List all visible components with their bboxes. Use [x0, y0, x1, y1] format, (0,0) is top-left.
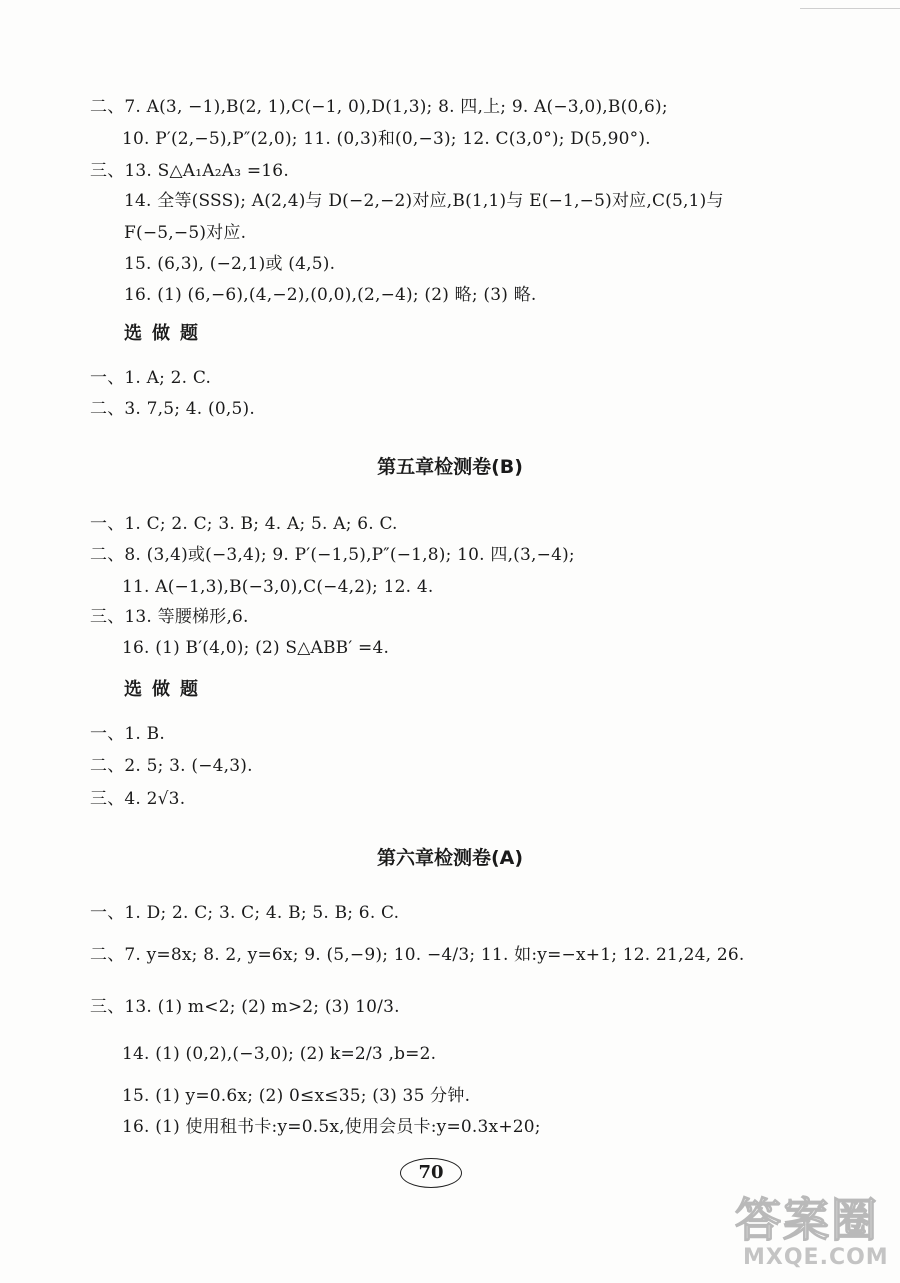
page-number: 70 [400, 1158, 462, 1188]
answer-line: 16. (1) B′(4,0); (2) S△ABB′ =4. [122, 638, 390, 658]
answer-line: 一、1. D; 2. C; 3. C; 4. B; 5. B; 6. C. [90, 903, 400, 923]
watermark-url: MXQE.COM [743, 1245, 889, 1270]
watermark-logo [735, 1195, 895, 1275]
answer-line: 三、13. 等腰梯形,6. [90, 607, 249, 627]
answer-line: 一、1. B. [90, 724, 165, 744]
answer-line: 10. P′(2,−5),P″(2,0); 11. (0,3)和(0,−3); 12. C(3,0°); D(5,90°). [122, 129, 651, 149]
answer-line: 三、4. 2√3. [90, 789, 186, 809]
answer-line: 二、7. y=8x; 8. 2, y=6x; 9. (5,−9); 10. −4/3; 11. 如:y=−x+1; 12. 21,24, 26. [90, 945, 745, 965]
chapter-heading: 第六章检测卷(A) [376, 847, 524, 869]
answer-line: 15. (1) y=0.6x; (2) 0≤x≤35; (3) 35 分钟. [122, 1086, 471, 1106]
answer-line: 二、8. (3,4)或(−3,4); 9. P′(−1,5),P″(−1,8); 10. 四,(3,−4); [90, 545, 575, 565]
answer-line: 二、7. A(3, −1),B(2, 1),C(−1, 0),D(1,3); 8. 四,上; 9. A(−3,0),B(0,6); [90, 97, 668, 117]
chapter-heading: 第五章检测卷(B) [377, 456, 523, 478]
answer-line: F(−5,−5)对应. [124, 223, 247, 243]
answer-line: 二、2. 5; 3. (−4,3). [90, 756, 253, 776]
watermark-main: 答案圈 [735, 1193, 879, 1247]
answer-line: 三、13. (1) m<2; (2) m>2; (3) 10/3. [90, 997, 400, 1017]
answer-line: 11. A(−1,3),B(−3,0),C(−4,2); 12. 4. [122, 577, 434, 597]
answer-line: 一、1. A; 2. C. [90, 368, 212, 388]
answer-line: 15. (6,3), (−2,1)或 (4,5). [124, 254, 336, 274]
top-edge-rule [800, 8, 900, 9]
answer-line: 14. 全等(SSS); A(2,4)与 D(−2,−2)对应,B(1,1)与 E(−1,−5)对应,C(5,1)与 [124, 191, 724, 211]
answer-line: 16. (1) 使用租书卡:y=0.5x,使用会员卡:y=0.3x+20; [122, 1117, 541, 1137]
answer-line: 16. (1) (6,−6),(4,−2),(0,0),(2,−4); (2) 略; (3) 略. [124, 285, 537, 305]
section-heading-optional: 选做题 [124, 679, 208, 700]
answer-line: 14. (1) (0,2),(−3,0); (2) k=2/3 ,b=2. [122, 1044, 437, 1064]
answer-line: 三、13. S△A₁A₂A₃ =16. [90, 161, 289, 181]
answer-line: 一、1. C; 2. C; 3. B; 4. A; 5. A; 6. C. [90, 514, 398, 534]
answer-line: 二、3. 7,5; 4. (0,5). [90, 399, 255, 419]
section-heading-optional: 选做题 [124, 323, 208, 344]
